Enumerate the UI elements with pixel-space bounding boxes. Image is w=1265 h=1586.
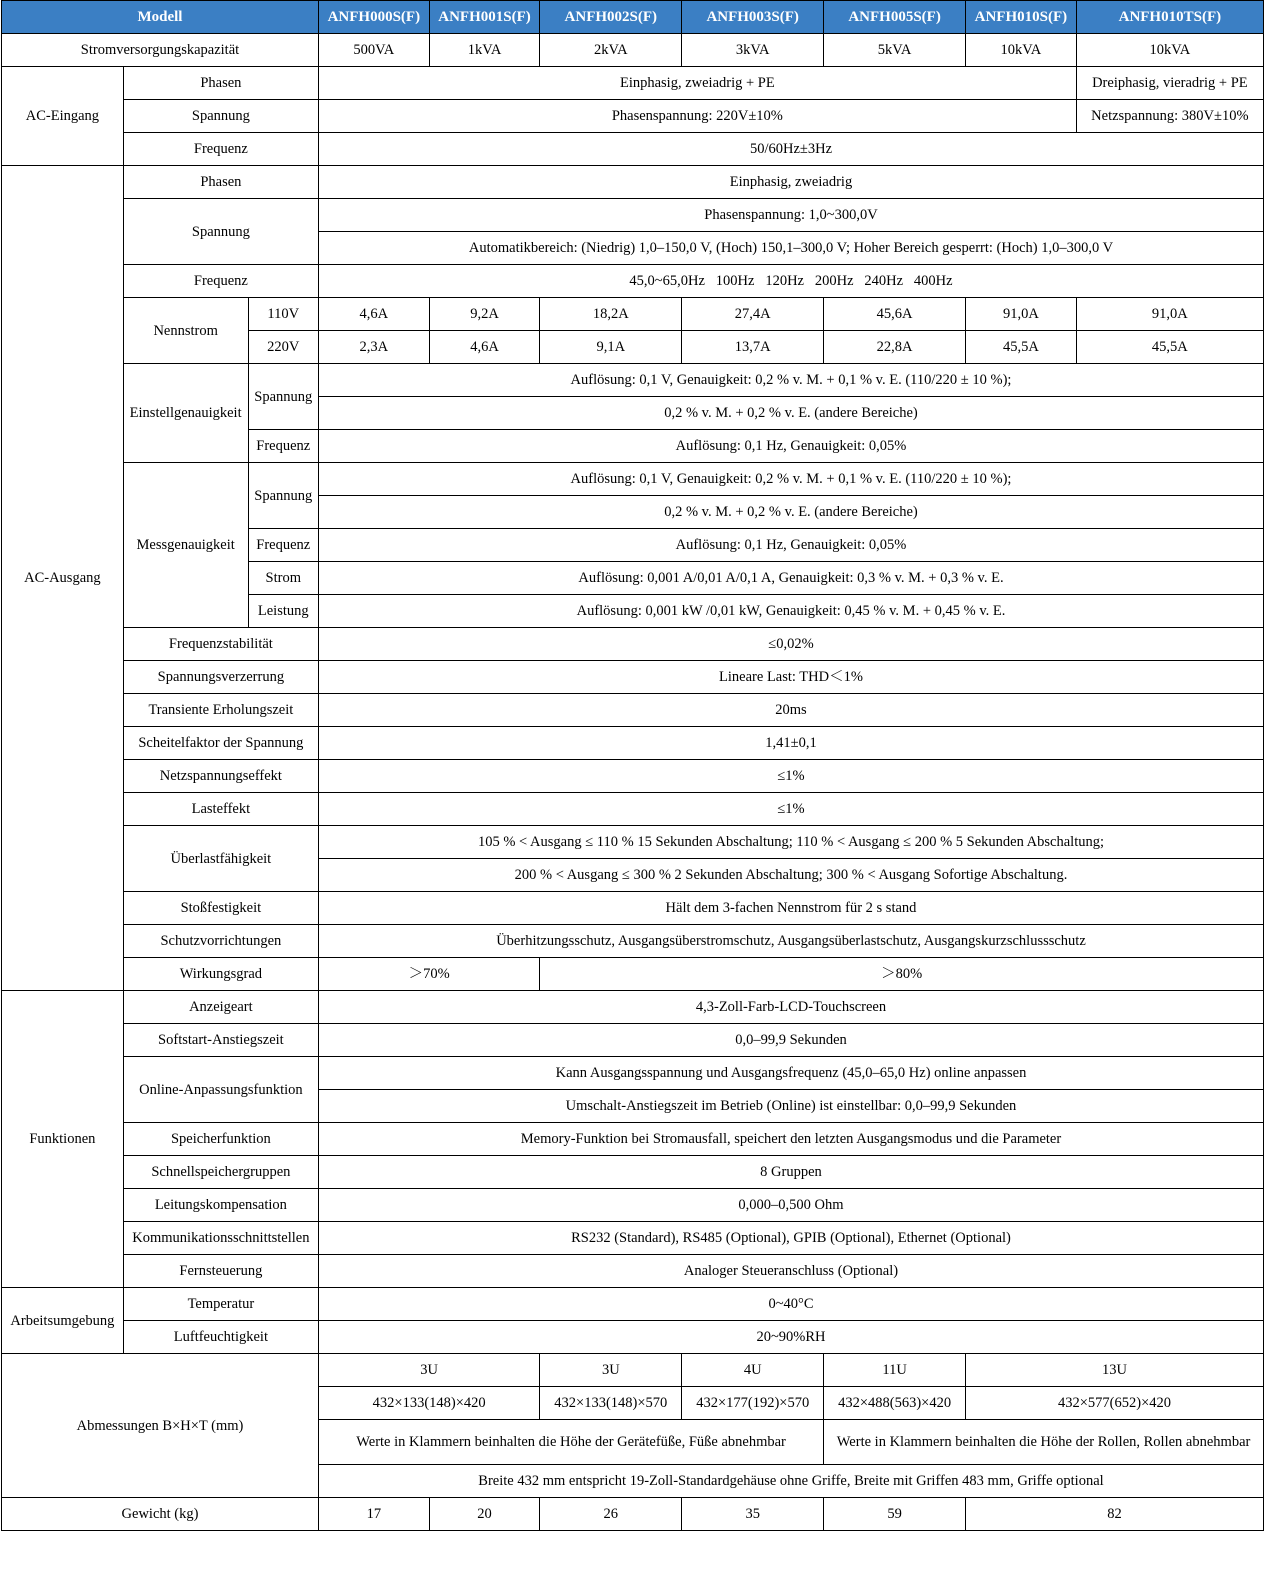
cell: 432×133(148)×420 [318, 1387, 539, 1420]
cell: 432×177(192)×570 [682, 1387, 824, 1420]
cell: 8 Gruppen [318, 1156, 1263, 1189]
ac-input-frequency-row [2, 133, 1264, 166]
cell: 50/60Hz±3Hz [318, 133, 1263, 166]
row-label: Überlastfähigkeit [123, 826, 318, 892]
load-effect-row [2, 793, 1264, 826]
cell: 17 [318, 1498, 429, 1531]
cell: 20ms [318, 694, 1263, 727]
overload-row [2, 826, 1264, 859]
sub-label: Frequenz [248, 529, 318, 562]
row-label: Frequenz [123, 265, 318, 298]
cell: ≤0,02% [318, 628, 1263, 661]
row-label: Transiente Erholungszeit [123, 694, 318, 727]
cell: 0~40°C [318, 1288, 1263, 1321]
ac-input-voltage-row [2, 100, 1264, 133]
cell: 105 % < Ausgang ≤ 110 % 15 Sekunden Abschaltung; 110 % < Ausgang ≤ 200 % 5 Sekunden Abschaltung; [318, 826, 1263, 859]
row-label: Messgenauigkeit [123, 463, 248, 628]
cell: 0,2 % v. M. + 0,2 % v. E. (andere Bereiche) [318, 496, 1263, 529]
ac-input-phases-row [2, 67, 1264, 100]
row-label: Spannungsverzerrung [123, 661, 318, 694]
cell: Analoger Steueranschluss (Optional) [318, 1255, 1263, 1288]
row-label: Spannung [123, 199, 318, 265]
distortion-row [2, 661, 1264, 694]
row-label: Speicherfunktion [123, 1123, 318, 1156]
cell: 9,2A [429, 298, 540, 331]
row-label: Schnellspeichergruppen [123, 1156, 318, 1189]
cell: 0,000–0,500 Ohm [318, 1189, 1263, 1222]
cell: Einphasig, zweiadrig [318, 166, 1263, 199]
transient-row [2, 694, 1264, 727]
row-label: Kommunikationsschnittstellen [123, 1222, 318, 1255]
cell: 3U [540, 1354, 682, 1387]
cell: 5kVA [824, 34, 966, 67]
cell: 26 [540, 1498, 682, 1531]
cell: 11U [824, 1354, 966, 1387]
cell: Auflösung: 0,1 Hz, Genauigkeit: 0,05% [318, 529, 1263, 562]
cell: 91,0A [966, 298, 1077, 331]
cell: 432×577(652)×420 [966, 1387, 1264, 1420]
cell: Werte in Klammern beinhalten die Höhe der Gerätefüße, Füße abnehmbar [318, 1420, 823, 1465]
row-label: Wirkungsgrad [123, 958, 318, 991]
freq-stability-row [2, 628, 1264, 661]
cell: 45,5A [1076, 331, 1263, 364]
setting-voltage-row [2, 364, 1264, 397]
group-label: AC-Eingang [2, 67, 124, 166]
cell: 9,1A [540, 331, 682, 364]
sub-label: Spannung [248, 364, 318, 430]
cell: 4,6A [429, 331, 540, 364]
cell: Breite 432 mm entspricht 19-Zoll-Standardgehäuse ohne Griffe, Breite mit Griffen 483 mm, Griffe optional [318, 1465, 1263, 1498]
row-label: Einstellgenauigkeit [123, 364, 248, 463]
softstart-row [2, 1024, 1264, 1057]
cell: Memory-Funktion bei Stromausfall, speichert den letzten Ausgangsmodus und die Parameter [318, 1123, 1263, 1156]
row-label: Netzspannungseffekt [123, 760, 318, 793]
cell: Überhitzungsschutz, Ausgangsüberstromschutz, Ausgangsüberlastschutz, Ausgangskurzschlussschutz [318, 925, 1263, 958]
spec-table [1, 0, 1264, 1531]
sub-label: 110V [248, 298, 318, 331]
surge-row [2, 892, 1264, 925]
cell: 10kVA [966, 34, 1077, 67]
cell: 2kVA [540, 34, 682, 67]
cell: 20 [429, 1498, 540, 1531]
cell: Netzspannung: 380V±10% [1076, 100, 1263, 133]
row-label: Temperatur [123, 1288, 318, 1321]
sub-label: Strom [248, 562, 318, 595]
cell: ＞70% [318, 958, 539, 991]
cell: Kann Ausgangsspannung und Ausgangsfrequenz (45,0–65,0 Hz) online anpassen [318, 1057, 1263, 1090]
row-label: Abmessungen B×H×T (mm) [2, 1354, 319, 1498]
temperature-row [2, 1288, 1264, 1321]
cell: 91,0A [1076, 298, 1263, 331]
weight-row [2, 1498, 1264, 1531]
cell: 3U [318, 1354, 539, 1387]
cell: 82 [966, 1498, 1264, 1531]
cell: 0,2 % v. M. + 0,2 % v. E. (andere Bereiche) [318, 397, 1263, 430]
sub-label: Spannung [248, 463, 318, 529]
row-label: Nennstrom [123, 298, 248, 364]
humidity-row [2, 1321, 1264, 1354]
header-model: ANFH010S(F) [966, 1, 1077, 34]
cell: Phasenspannung: 220V±10% [318, 100, 1076, 133]
memory-row [2, 1123, 1264, 1156]
cell: Werte in Klammern beinhalten die Höhe der Rollen, Rollen abnehmbar [824, 1420, 1264, 1465]
cell: 4,6A [318, 298, 429, 331]
cell: RS232 (Standard), RS485 (Optional), GPIB (Optional), Ethernet (Optional) [318, 1222, 1263, 1255]
cell: 0,0–99,9 Sekunden [318, 1024, 1263, 1057]
group-label: AC-Ausgang [2, 166, 124, 991]
capacity-row [2, 34, 1264, 67]
cell: 200 % < Ausgang ≤ 300 % 2 Sekunden Abschaltung; 300 % < Ausgang Sofortige Abschaltung. [318, 859, 1263, 892]
cell: 27,4A [682, 298, 824, 331]
cell: Auflösung: 0,001 A/0,01 A/0,1 A, Genauigkeit: 0,3 % v. M. + 0,3 % v. E. [318, 562, 1263, 595]
cell: 1kVA [429, 34, 540, 67]
cell: 45,6A [824, 298, 966, 331]
cell: 59 [824, 1498, 966, 1531]
cell: 432×133(148)×570 [540, 1387, 682, 1420]
header-model: ANFH000S(F) [318, 1, 429, 34]
cell: 4,3-Zoll-Farb-LCD-Touchscreen [318, 991, 1263, 1024]
cell: Auflösung: 0,1 V, Genauigkeit: 0,2 % v. M. + 0,1 % v. E. (110/220 ± 10 %); [318, 364, 1263, 397]
cell: 45,5A [966, 331, 1077, 364]
ac-output-frequency-row [2, 265, 1264, 298]
cell: 2,3A [318, 331, 429, 364]
cell: 45,0~65,0Hz 100Hz 120Hz 200Hz 240Hz 400Hz [318, 265, 1263, 298]
cell: Phasenspannung: 1,0~300,0V [318, 199, 1263, 232]
row-label: Phasen [123, 166, 318, 199]
cell: Lineare Last: THD＜1% [318, 661, 1263, 694]
cell: 20~90%RH [318, 1321, 1263, 1354]
row-label: Anzeigeart [123, 991, 318, 1024]
line-effect-row [2, 760, 1264, 793]
row-label: Scheitelfaktor der Spannung [123, 727, 318, 760]
cell: 500VA [318, 34, 429, 67]
sub-label: Leistung [248, 595, 318, 628]
cell: 10kVA [1076, 34, 1263, 67]
header-model: ANFH010TS(F) [1076, 1, 1263, 34]
ac-output-voltage-row [2, 199, 1264, 232]
row-label: Stoßfestigkeit [123, 892, 318, 925]
row-label: Frequenzstabilität [123, 628, 318, 661]
row-label: Stromversorgungskapazität [2, 34, 319, 67]
row-label: Gewicht (kg) [2, 1498, 319, 1531]
communication-row [2, 1222, 1264, 1255]
display-row [2, 991, 1264, 1024]
row-label: Luftfeuchtigkeit [123, 1321, 318, 1354]
cell: 13,7A [682, 331, 824, 364]
cell: 35 [682, 1498, 824, 1531]
online-row [2, 1057, 1264, 1090]
sub-label: 220V [248, 331, 318, 364]
cell: ≤1% [318, 793, 1263, 826]
cell: 22,8A [824, 331, 966, 364]
cell: Umschalt-Anstiegszeit im Betrieb (Online) ist einstellbar: 0,0–99,9 Sekunden [318, 1090, 1263, 1123]
cell: Hält dem 3-fachen Nennstrom für 2 s stand [318, 892, 1263, 925]
row-label: Schutzvorrichtungen [123, 925, 318, 958]
cell: 18,2A [540, 298, 682, 331]
meas-voltage-row [2, 463, 1264, 496]
row-label: Lasteffekt [123, 793, 318, 826]
header-model: ANFH002S(F) [540, 1, 682, 34]
row-label: Softstart-Anstiegszeit [123, 1024, 318, 1057]
group-label: Funktionen [2, 991, 124, 1288]
compensation-row [2, 1189, 1264, 1222]
row-label: Spannung [123, 100, 318, 133]
cell: Einphasig, zweiadrig + PE [318, 67, 1076, 100]
header-modell: Modell [2, 1, 319, 34]
efficiency-row [2, 958, 1264, 991]
row-label: Leitungskompensation [123, 1189, 318, 1222]
cell: ＞80% [540, 958, 1264, 991]
row-label: Fernsteuerung [123, 1255, 318, 1288]
cell: 1,41±0,1 [318, 727, 1263, 760]
cell: Auflösung: 0,001 kW /0,01 kW, Genauigkeit: 0,45 % v. M. + 0,45 % v. E. [318, 595, 1263, 628]
cell: Auflösung: 0,1 Hz, Genauigkeit: 0,05% [318, 430, 1263, 463]
row-label: Online-Anpassungsfunktion [123, 1057, 318, 1123]
cell: 13U [966, 1354, 1264, 1387]
cell: Automatikbereich: (Niedrig) 1,0–150,0 V, (Hoch) 150,1–300,0 V; Hoher Bereich gesperrt: (Hoch) 1,0–300,0 V [318, 232, 1263, 265]
remote-row [2, 1255, 1264, 1288]
header-model: ANFH003S(F) [682, 1, 824, 34]
sub-label: Frequenz [248, 430, 318, 463]
ac-output-phases-row [2, 166, 1264, 199]
cell: Dreiphasig, vieradrig + PE [1076, 67, 1263, 100]
dimensions-units-row [2, 1354, 1264, 1387]
cell: 3kVA [682, 34, 824, 67]
ac-output-current-110-row [2, 298, 1264, 331]
cell: Auflösung: 0,1 V, Genauigkeit: 0,2 % v. M. + 0,1 % v. E. (110/220 ± 10 %); [318, 463, 1263, 496]
header-model: ANFH005S(F) [824, 1, 966, 34]
cell: 4U [682, 1354, 824, 1387]
cell: 432×488(563)×420 [824, 1387, 966, 1420]
cell: ≤1% [318, 760, 1263, 793]
crest-row [2, 727, 1264, 760]
protection-row [2, 925, 1264, 958]
group-label: Arbeitsumgebung [2, 1288, 124, 1354]
quick-row [2, 1156, 1264, 1189]
header-model: ANFH001S(F) [429, 1, 540, 34]
row-label: Phasen [123, 67, 318, 100]
header-row [2, 1, 1264, 34]
row-label: Frequenz [123, 133, 318, 166]
